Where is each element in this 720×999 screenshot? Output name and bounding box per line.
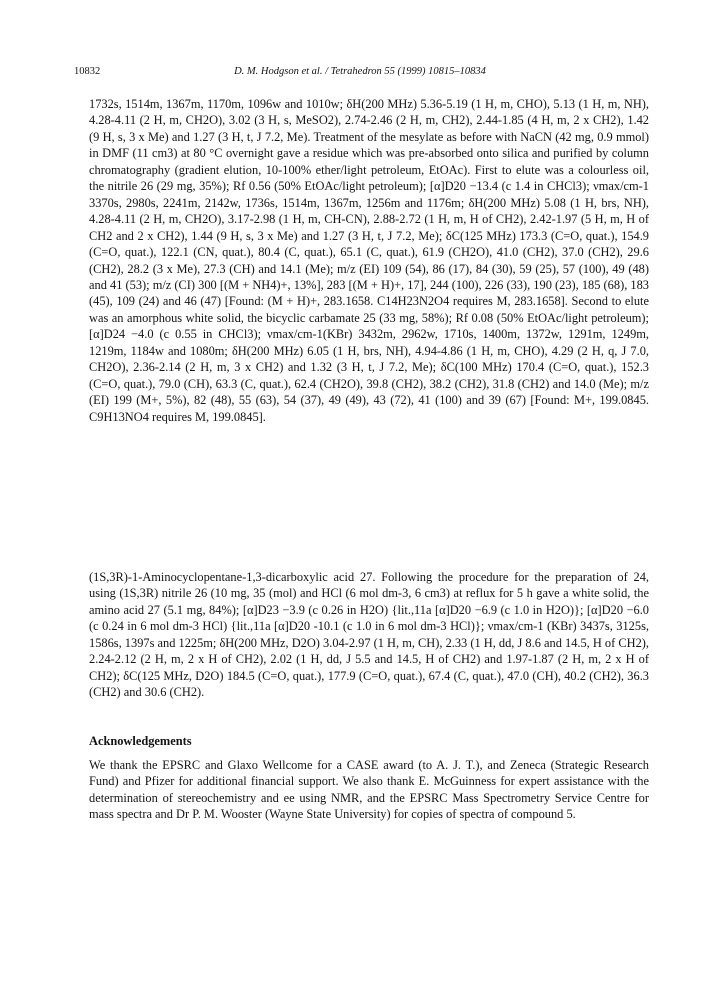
experimental-paragraph-nitrile-carbamate: 1732s, 1514m, 1367m, 1170m, 1096w and 1010w; δH(200 MHz) 5.36-5.19 (1 H, m, CHO), 5.13 (1 H, m, NH), 4.28-4.11 (2 H, m, CH2O), 3.02 (3 H, s, MeSO2), 2.74-2.46 (2 H, m, CH2), 2.44-1.85 (4 H, m, 2 x CH2), 1.42 (9 H, s, 3 x Me) and 1.27 (3 H, t, J 7.2, Me). Treatment of the mesylate as before with NaCN (42 mg, 0.9 mmol) in DMF (11 cm3) at 80 °C overnight gave a residue which was pre-absorbed onto silica and purified by column chromatography (gradient elution, 10-100% ether/light petroleum, EtOAc). First to elute was a colourless oil, the nitrile 26 (29 mg, 35%); Rf 0.56 (50% EtOAc/light petroleum); [α]D20 −13.4 (c 1.4 in CHCl3); νmax/cm-1 3370s, 2980s, 2241m, 2142w, 1736s, 1514m, 1367m, 1256m and 1176m; δH(200 MHz) 5.08 (1 H, brs, NH), 4.28-4.11 (2 H, m, CH2O), 3.17-2.98 (1 H, m, CH-CN), 2.88-2.72 (1 H, m, H of CH2), 2.42-1.97 (5 H, m, H of CH2 and 2 x CH2), 1.44 (9 H, s, 3 x Me) and 1.27 (3 H, t, J 7.2, Me); δC(125 MHz) 173.3 (C=O, quat.), 154.9 (C=O, quat.), 122.1 (CN, quat.), 80.4 (C, quat.), 65.1 (C, quat.), 61.9 (CH2O), 41.0 (CH2), 37.0 (CH2), 29.6 (CH2), 28.2 (3 x Me), 27.3 (CH) and 14.1 (Me); m/z (EI) 109 (54), 86 (17), 84 (30), 59 (25), 57 (100), 49 (48) and 41 (53); m/z (CI) 300 [(M + NH4)+, 13%], 283 [(M + H)+, 17], 244 (100), 226 (33), 190 (23), 185 (68), 183 (45), 109 (24) and 46 (47) [Found: (M + H)+, 283.1658. C14H23N2O4 requires M, 283.1658]. Second to elute was an amorphous white solid, the bicyclic carbamate 25 (33 mg, 58%); Rf 0.08 (50% EtOAc/light petroleum); [α]D24 −4.0 (c 0.55 in CHCl3); νmax/cm-1(KBr) 3432m, 2962w, 1710s, 1400m, 1372w, 1291m, 1249m, 1219m, 1184w and 1080m; δH(200 MHz) 6.05 (1 H, brs, NH), 4.94-4.86 (1 H, m, CHO), 4.29 (2 H, q, J 7.0, CH2O), 2.36-2.14 (2 H, m, 3 x CH2) and 1.32 (3 H, t, J 7.2, Me); δC(100 MHz) 170.4 (C=O, quat.), 152.3 (C=O, quat.), 79.0 (CH), 63.3 (C, quat.), 62.4 (CH2O), 39.8 (CH2), 38.2 (CH2), 31.8 (CH2) and 14.0 (Me); m/z (EI) 199 (M+, 5%), 82 (48), 55 (63), 54 (37), 49 (49), 43 (72), 41 (100) and 39 (67) [Found: M+, 199.0845. C9H13NO4 requires M, 199.0845]. [89, 97, 649, 424]
running-header: D. M. Hodgson et al. / Tetrahedron 55 (1999) 10815–10834 [234, 66, 486, 77]
page-number: 10832 [74, 66, 101, 77]
acknowledgements-heading: Acknowledgements [89, 734, 192, 748]
acknowledgements-text: We thank the EPSRC and Glaxo Wellcome for a CASE award (to A. J. T.), and Zeneca (Strategic Research Fund) and Pfizer for additional financial support. We also thank E. McGuinness for expert assistance with the determination of stereochemistry and ee using NMR, and the EPSRC Mass Spectrometry Service Centre for mass spectra and Dr P. M. Wooster (Wayne State University) for copies of spectra of compound 5. [89, 758, 649, 822]
experimental-paragraph-amino-acid: (1S,3R)-1-Aminocyclopentane-1,3-dicarboxylic acid 27. Following the procedure for the preparation of 24, using (1S,3R) nitrile 26 (10 mg, 35 (mol) and HCl (6 mol dm-3, 6 cm3) at reflux for 5 h gave a white solid, the amino acid 27 (5.1 mg, 84%); [α]D23 −3.9 (c 0.26 in H2O) {lit.,11a [α]D20 −6.9 (c 1.0 in H2O)}; [α]D20 −6.0 (c 0.24 in 6 mol dm-3 HCl) {lit.,11a [α]D20 -10.1 (c 1.0 in 6 mol dm-3 HCl)}; νmax/cm-1 (KBr) 3437s, 3125s, 1586s, 1397s and 1225m; δH(200 MHz, D2O) 3.04-2.97 (1 H, m, CH), 2.33 (1 H, dd, J 8.6 and 14.5, H of CH2), 2.24-2.12 (2 H, m, 2 x H of CH2), 2.02 (1 H, dd, J 5.5 and 14.5, H of CH2) and 1.97-1.87 (2 H, m, 2 x H of CH2); δC(125 MHz, D2O) 184.5 (C=O, quat.), 177.9 (C=O, quat.), 67.4 (C, quat.), 47.0 (CH), 40.2 (CH2), 36.3 (CH2) and 30.6 (CH2). [89, 570, 649, 700]
